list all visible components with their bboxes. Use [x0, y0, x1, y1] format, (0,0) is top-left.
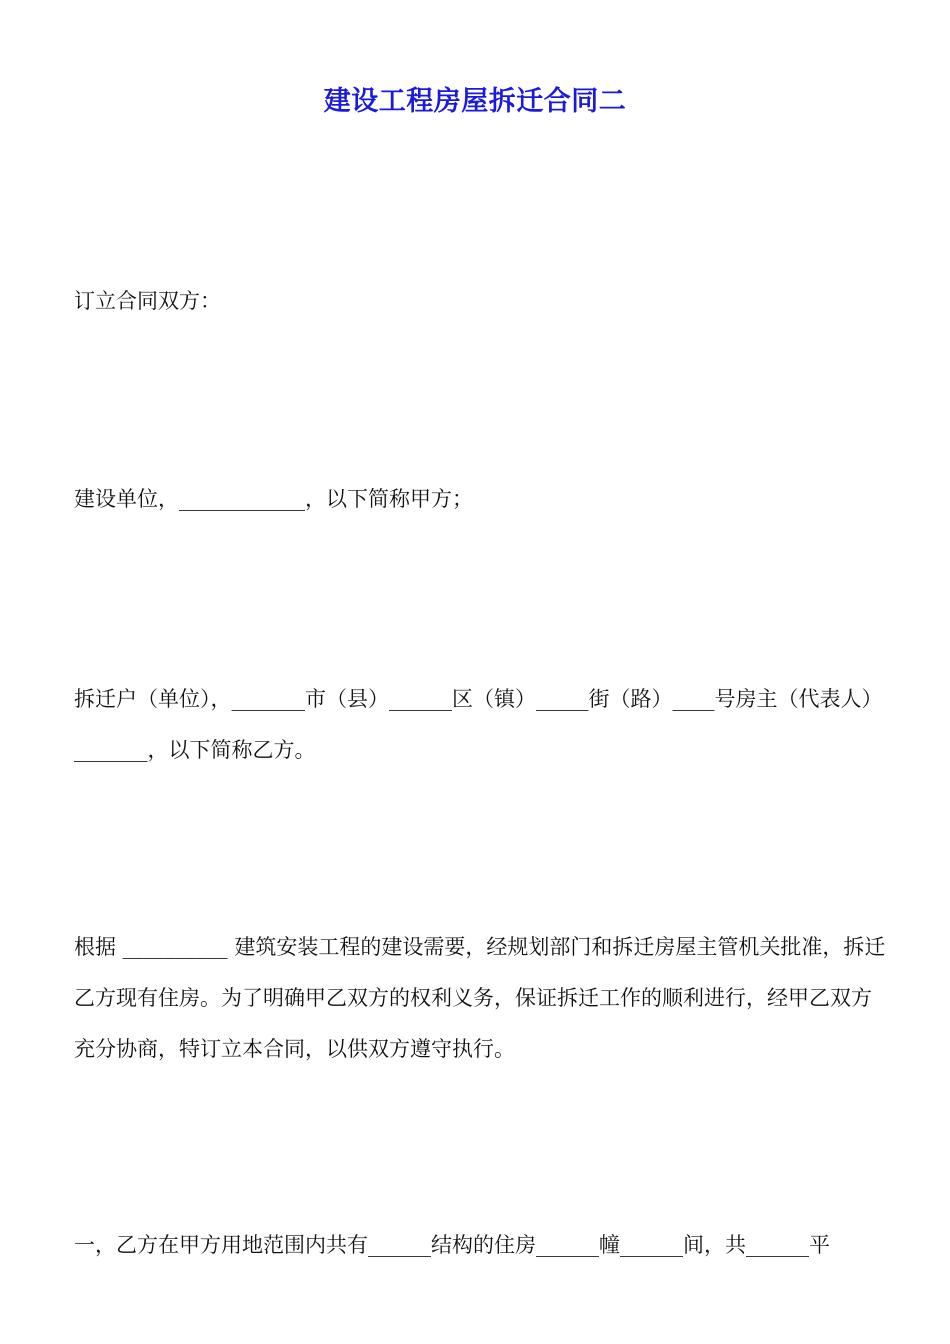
- contract-parties-heading: 订立合同双方：: [74, 289, 221, 313]
- clause-one-paragraph: 一，乙方在甲方用地范围内共有______结构的住房______幢______间，共______平: [74, 1233, 830, 1257]
- resident-party-paragraph: 拆迁户（单位），_______市（县）______区（镇）_____街（路）____号房主（代表人）_______，以下简称乙方。: [74, 687, 883, 762]
- document-title: 建设工程房屋拆迁合同二: [323, 86, 627, 117]
- builder-party-line: 建设单位，____________，以下简称甲方；: [74, 487, 473, 511]
- contract-basis-paragraph: 根据 __________ 建筑安装工程的建设需要，经规划部门和拆迁房屋主管机关批准，拆迁乙方现有住房。为了明确甲乙双方的权利义务，保证拆迁工作的顺利进行，经甲乙双方充分协商，特订立本合同，以供双方遵守执行。: [74, 935, 886, 1061]
